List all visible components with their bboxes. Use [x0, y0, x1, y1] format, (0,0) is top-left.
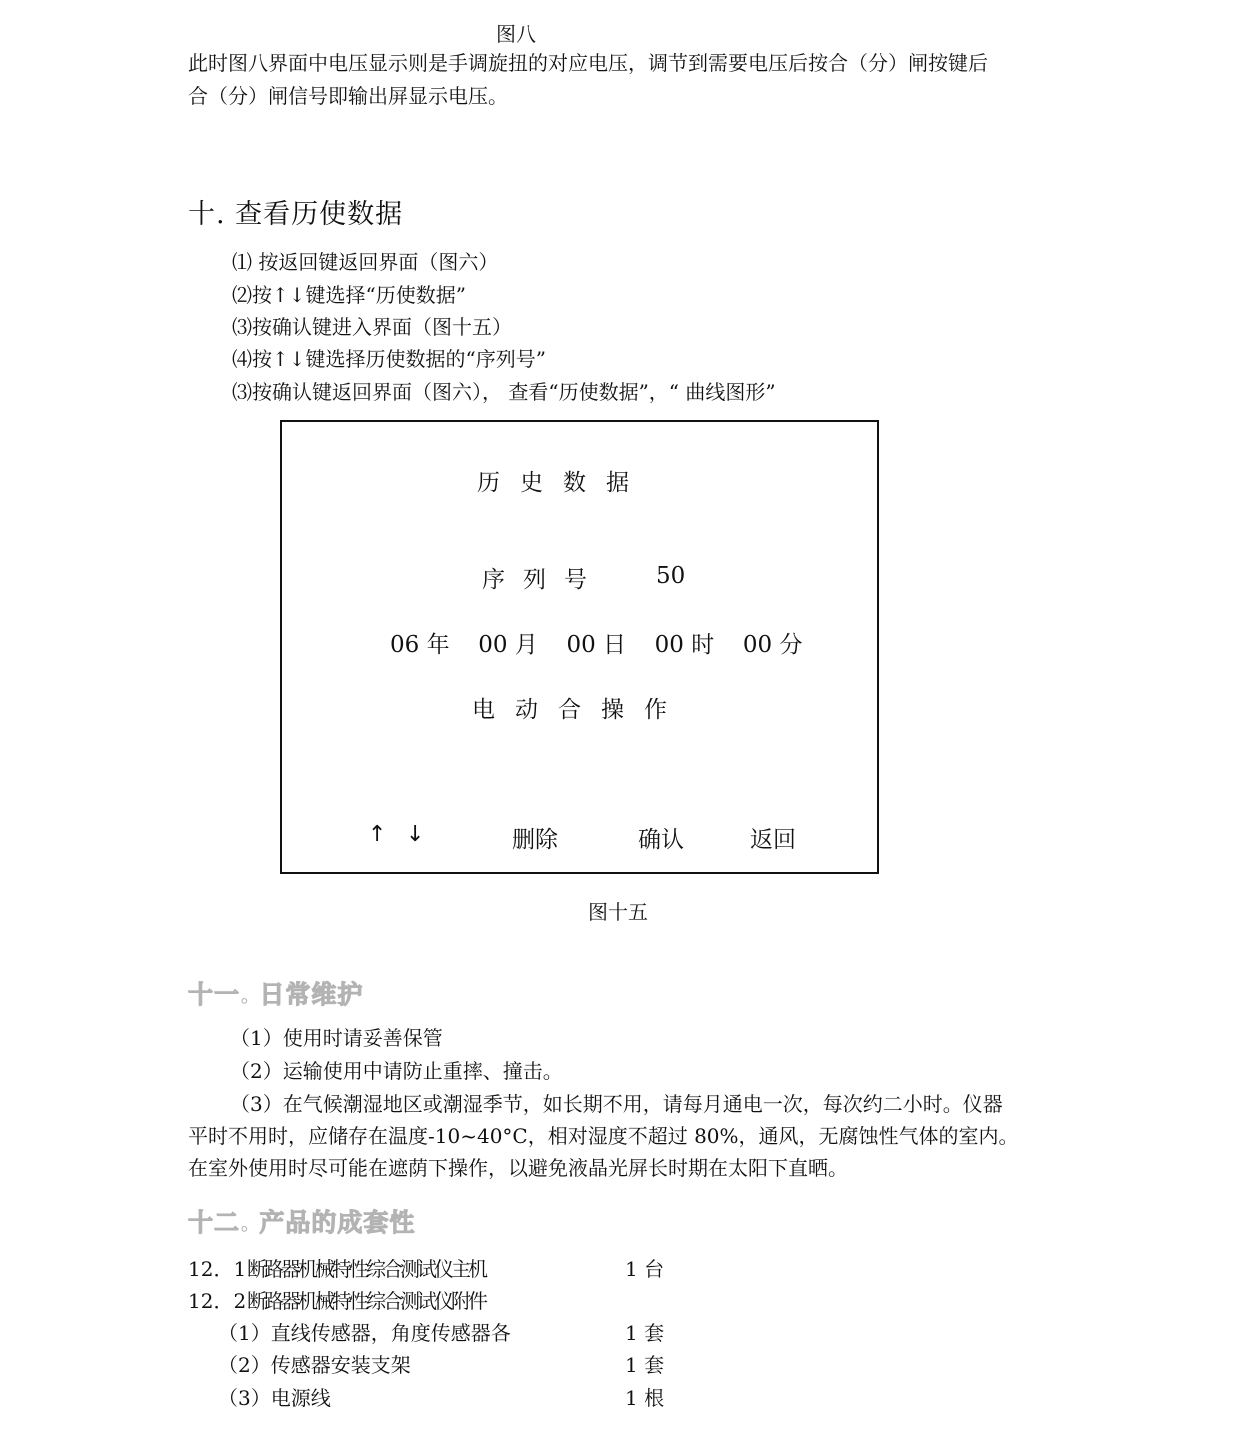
day-unit: 日 [603, 632, 627, 658]
accessory-3-qty: 1 根 [625, 1386, 665, 1410]
figure-8-caption: 图八 [496, 22, 536, 46]
kit-row-1-name: 断路器机械特性综合测试仪主机 [247, 1257, 485, 1281]
section-10-step-1: ⑴ 按返回键返回界面（图六） [232, 250, 499, 274]
maintenance-item-3-line-3: 在室外使用时尽可能在遮荫下操作，以避免液晶光屏长时期在太阳下直晒。 [188, 1156, 848, 1180]
month-unit: 月 [514, 632, 538, 658]
section-10-step-2: ⑵按↑↓键选择“历使数据” [232, 283, 466, 307]
accessory-2-qty: 1 套 [625, 1353, 665, 1377]
intro-line-1: 此时图八界面中电压显示则是手调旋扭的对应电压，调节到需要电压后按合（分）闸按键后 [188, 51, 988, 75]
hour-unit: 时 [691, 632, 715, 658]
kit-row-2-name: 断路器机械特性综合测试仪附件 [247, 1289, 485, 1313]
history-data-screen [280, 420, 879, 874]
accessory-3-name: （3）电源线 [218, 1386, 331, 1410]
kit-row-2-number: 12．2 [188, 1289, 247, 1313]
serial-value: 50 [656, 563, 686, 589]
maintenance-item-2: （2）运输使用中请防止重摔、撞击。 [230, 1059, 563, 1083]
year-unit: 年 [426, 632, 450, 658]
section-12-heading: 十二. 产品的成套性 [188, 1208, 416, 1237]
screen-title: 历史数据 [477, 470, 649, 496]
up-arrow-icon[interactable]: ↑ [368, 822, 387, 847]
hour-value: 00 [654, 632, 684, 658]
section-10-heading: 十. 查看历使数据 [188, 199, 404, 230]
maintenance-item-3-line-2: 平时不用时，应储存在温度-10~40°C，相对湿度不超过 80%，通风，无腐蚀性气体的室内。 [188, 1124, 1019, 1148]
accessory-1-name: （1）直线传感器，角度传感器各 [218, 1321, 511, 1345]
month-value: 00 [478, 632, 508, 658]
intro-line-2: 合（分）闸信号即输出屏显示电压。 [188, 84, 508, 108]
back-button[interactable]: 返回 [750, 827, 796, 853]
maintenance-item-1: （1）使用时请妥善保管 [230, 1026, 443, 1050]
minute-unit: 分 [779, 632, 803, 658]
section-11-heading: 十一. 日常维护 [188, 980, 364, 1009]
minute-value: 00 [742, 632, 773, 658]
accessory-2-name: （2）传感器安装支架 [218, 1353, 411, 1377]
day-value: 00 [566, 632, 596, 658]
down-arrow-icon[interactable]: ↓ [406, 822, 425, 847]
year-value: 06 [390, 632, 420, 658]
section-10-step-3: ⑶按确认键进入界面（图十五） [232, 315, 512, 339]
confirm-button[interactable]: 确认 [638, 827, 684, 853]
section-10-step-4: ⑷按↑↓键选择历使数据的“序列号” [232, 347, 546, 371]
datetime-row [390, 626, 802, 659]
figure-15-caption: 图十五 [588, 900, 648, 924]
operation-type: 电动合操作 [472, 697, 687, 723]
kit-row-1-number: 12．1 [188, 1257, 247, 1281]
serial-label: 序列号 [482, 567, 605, 593]
kit-row-1-qty: 1 台 [625, 1257, 665, 1281]
section-10-step-5: ⑶按确认键返回界面（图六）， 查看“历使数据”，“ 曲线图形” [232, 380, 776, 404]
accessory-1-qty: 1 套 [625, 1321, 665, 1345]
delete-button[interactable]: 删除 [512, 827, 558, 853]
maintenance-item-3: （3）在气候潮湿地区或潮湿季节，如长期不用，请每月通电一次，每次约二小时。仪器 [230, 1092, 1003, 1116]
